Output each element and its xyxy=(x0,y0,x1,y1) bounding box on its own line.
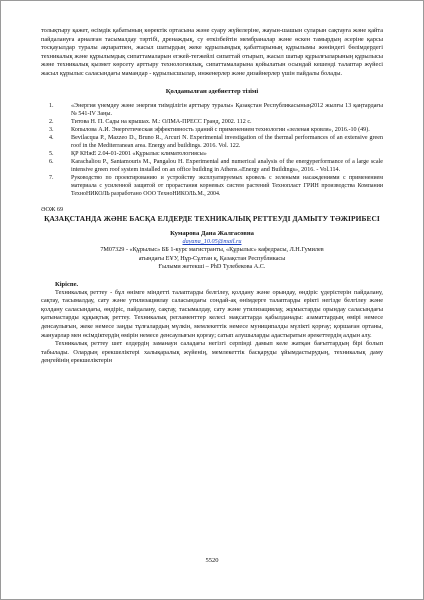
reference-item: 5. ҚР КНжЕ 2.04-01-2001 «Құрылыс климатологиясы» xyxy=(49,151,207,158)
reference-item: 2. Титова Н. П. Сады на крышах. М.: ОЛМА-ПРЕСС Гранд, 2002. 112 с. xyxy=(49,118,252,125)
reference-item: 6. Karachaliou P., Santamouris M., Pangalou H. Experimental and numerical analysis of the energyperformance of a large scale intensive green roof system installed on an office building in Athens.«Energy and Buildings», 2016. - Vol.114. xyxy=(49,159,383,174)
reference-item: 3. Копылова А.И. Энергетическая эффективность зданий с применением технологии «зеленая кровля», 2016.-10 (49). xyxy=(49,126,370,133)
reference-item: 7. Руководство по проектированию и устройству эксплуатируемых кровель с зелеными насаждениями с применением материала с усиленной защитой от прорастания корневых систем растений Технопласт ГРИН производства Компании ТехноНИКОЛЬ разработано ООО ТехноНИКОЛЬ.М., 2004. xyxy=(49,175,383,198)
intro-paragraph-2: Техникалық реттеу шет елдердің заманауи саладағы негізгі серпінді дамып келе жатқан бағыттардың бірі болып табылады. Олардың ерекшеліктері халықаралық жүйенің, мемлекеттік басқаруды ұйымдастырудың, техникалық даму деңгейінің ерекшеліктерін xyxy=(41,340,383,365)
body-paragraph-top: толықтыру қажет, өсімдік қабатының көректік ортасына және суару жүйелеріне, жауын-шашын суларын сақтауға және қайта пайдалануға арналған тасымалдау тәртібі, дренаждық, су өткізбейтін мембраналар және өскен тамырдың әсеріне қарсы тосқауылдар туралы ақпаратпен, жасыл шатырдың жеке құрылымдық қабаттарының құрылымы жөніндегі бөлімдердегі техникалық және құрылымдық сипаттамаларын егжей-тегжейлі сипаттай отырып, жасыл шатыр құрылғыларының құрылысы және техникалық қызмет көрсету арттыру технологиялық, сипаттамаларына қойылатын осындай кешенді талаптар жүйесі жасыл құрылыс саласындағы мамандар - құрылысшылар, инженерлер және дизайнерлер үшін пайдалы болады. xyxy=(41,27,383,77)
article-title: ҚАЗАҚСТАНДА ЖӘНЕ БАСҚА ЕЛДЕРДЕ ТЕХНИКАЛЫҚ РЕТТЕУДІ ДАМЫТУ ТӘЖІРИБЕСІ xyxy=(44,214,380,224)
reference-item: 1. «Энергия үнемдеу және энергия тиімділігін арттыру туралы» Қазақстан Республикасының2012 жылғы 13 қаңтардағы № 541-IV Заңы. xyxy=(49,102,383,117)
references-list xyxy=(41,102,383,199)
intro-paragraph-1: Техникалық реттеу - бұл өнімге міндетті талаптарды белгілеу, қолдану және орындау, өндіріс үдерістерін пайдалану, сақтау, тасымалдау, сату және утилизациялау саласындағы сондай-ақ өнімдерге талаптарды ерікті негізде белгілеу және қолдану саласындағы, өндіріс, пайдалану, сақтау, тасымалдау, сату және утилизациялау, жұмыстарды орындау саласындағы қатынастарды құқықтық реттеу. Техникалық регламенттер келесі мақсаттарда қабылданады: азаматтардың өмірі немесе денсаулығын, жеке немесе заңды тұлғалардың мүлкін, мемлекеттік немесе муниципалды мүлікті қорғау; қоршаған ортаны, жануарлар мен өсімдіктердің өмірін немесе денсаулығын қорғау; сатып алушыларды адастыратын әрекеттердің алдын алу. xyxy=(41,288,383,339)
author-affiliation-line-2: атындағы ЕҰУ, Нұр-Сұлтан қ, Қазақстан Республикасы xyxy=(138,254,286,262)
author-email-link[interactable]: dayana_10.05@mail.ru xyxy=(182,238,242,245)
intro-heading: Кіріспе. xyxy=(55,280,79,288)
references-heading: Қолданылған әдебиеттер тізімі xyxy=(165,87,259,95)
author-name: Кумарова Дана Жалгасовна xyxy=(170,230,254,237)
udk-code: ӘОЖ 69 xyxy=(41,206,64,214)
reference-item: 4. Bevilacqua P., Mazzeo D., Bruno R., Arcuri N. Experimental investigation of the thermal performances of an extensive green roof in the Mediterranean area. Energy and buildings. 2016. Vol. 122. xyxy=(49,134,383,150)
author-affiliation-line-1: 7М07329 - «Құрылыс» ББ 1-курс магистранты, «Құрылыс» кафедрасы, Л.Н.Гумилев xyxy=(100,246,324,254)
supervisor-line: Ғылыми жетекші – PhD Тулебекова А.С. xyxy=(158,263,266,271)
page-number: 5520 xyxy=(205,557,219,564)
